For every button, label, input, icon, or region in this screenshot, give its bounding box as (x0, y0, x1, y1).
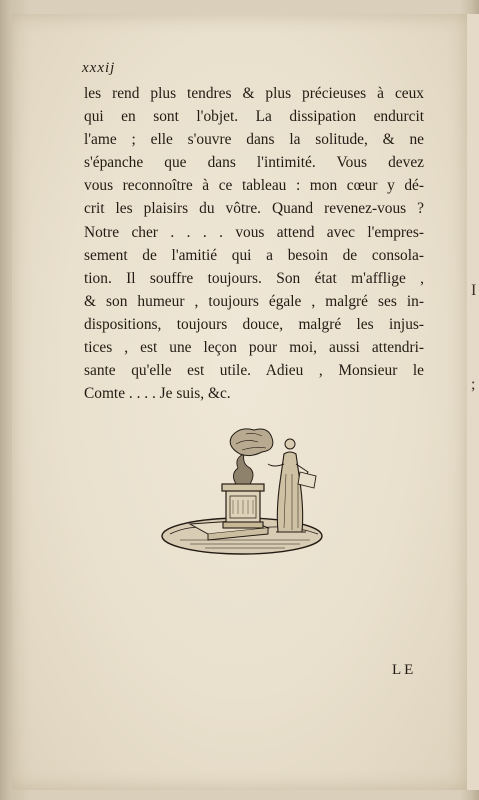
text-line: Notre cher . . . . vous attend avec l'empres- (84, 223, 424, 241)
altar-vignette-icon (150, 424, 330, 564)
text-line: qui en sont l'objet. La dissipation endurcit (84, 108, 424, 126)
catchword: LE (392, 662, 417, 678)
text-line: dispositions, toujours douce, malgré les injus- (84, 315, 424, 333)
body-text (84, 82, 424, 405)
facing-page-edge: I ; (467, 14, 479, 790)
text-line: sante qu'elle est utile. Adieu , Monsieur le (84, 362, 424, 380)
text-line: crit les plaisirs du vôtre. Quand revenez-vous ? (84, 200, 424, 218)
text-line: tion. Il souffre toujours. Son état m'afflige , (84, 269, 424, 287)
text-line: Comte . . . . Je suis, &c. (84, 385, 231, 403)
text-line: s'épanche que dans l'intimité. Vous devez (84, 154, 424, 172)
text-line: les rend plus tendres & plus précieuses à ceux (84, 85, 424, 102)
page-number: xxxij (82, 60, 116, 76)
text-line: & son humeur , toujours égale , malgré ses in- (84, 292, 424, 310)
text-line: vous reconnoître à ce tableau : mon cœur y dé- (84, 177, 424, 195)
text-line: tices , est une leçon pour moi, aussi attendri- (84, 339, 424, 357)
text-line: sement de l'amitié qui a besoin de consola- (84, 246, 424, 264)
text-line: l'ame ; elle s'ouvre dans la solitude, & ne (84, 131, 424, 149)
